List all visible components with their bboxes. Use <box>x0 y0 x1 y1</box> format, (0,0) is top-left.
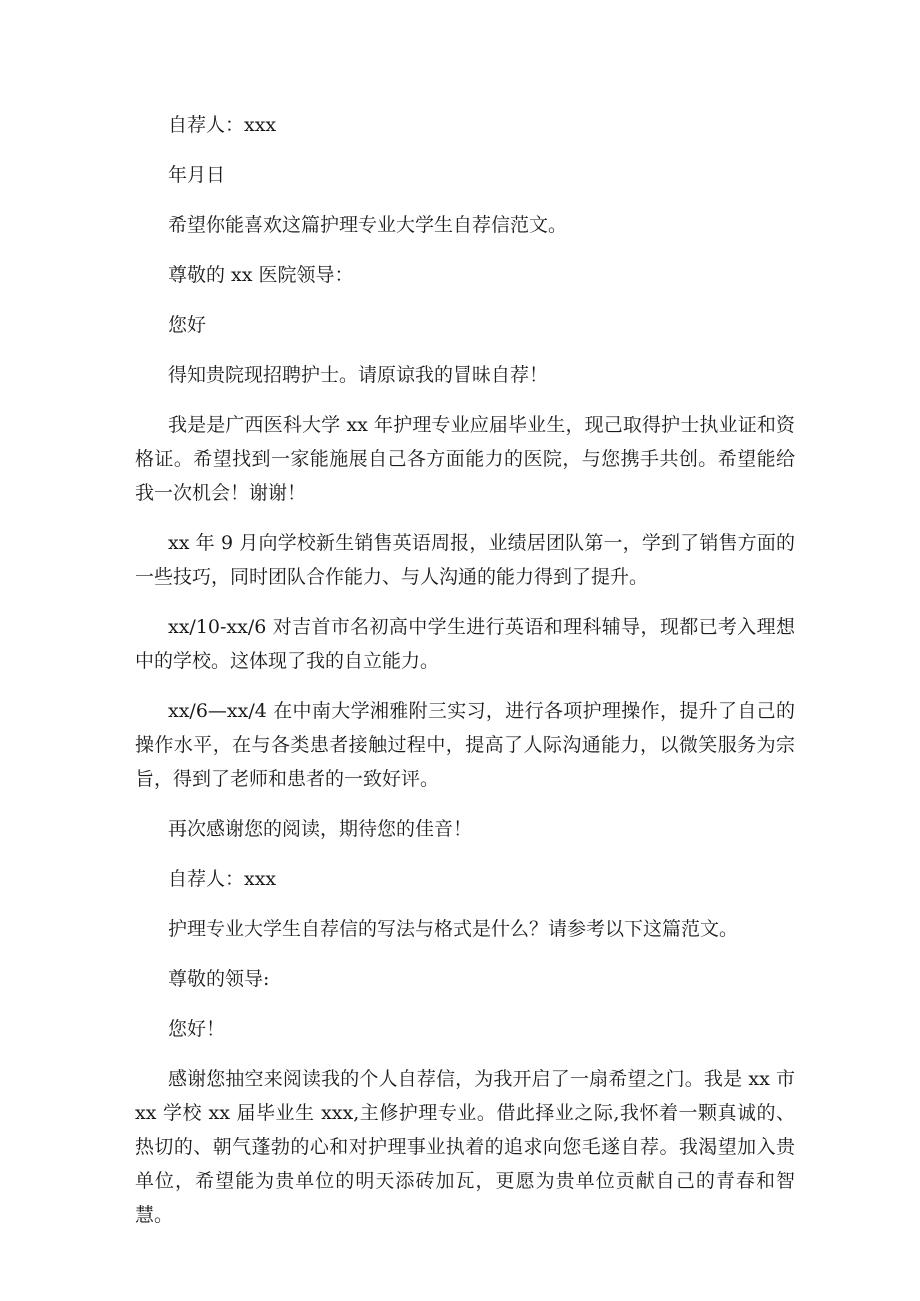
closing-paragraph: 再次感谢您的阅读，期待您的佳音！ <box>168 818 473 840</box>
section-intro: 护理专业大学生自荐信的写法与格式是什么？请参考以下这篇范文。 <box>168 918 739 940</box>
body-paragraph: 得知贵院现招聘护士。请原谅我的冒昧自荐！ <box>168 364 549 386</box>
body-paragraph: 感谢您抽空来阅读我的个人自荐信，为我开启了一扇希望之门。我是 xx 市 xx 学校 xx 届毕业生 xxx,主修护理专业。借此择业之际,我怀着一颗真诚的、热切的、朝气蓬勃的心和对护理事业执着的追求向您毛遂自荐。我渴望加入贵单位，希望能为贵单位的明天添砖加瓦，更愿为贵单位贡献自己的青春和智慧。 <box>135 1068 795 1226</box>
body-paragraph: xx/10-xx/6 对吉首市名初高中学生进行英语和理科辅导，现都已考入理想中的学校。这体现了我的自立能力。 <box>135 616 795 672</box>
signature-line: 自荐人：xxx <box>168 868 277 890</box>
signature-line: 自荐人：xxx <box>168 114 277 136</box>
greeting: 您好 <box>168 314 207 336</box>
body-paragraph: xx/6—xx/4 在中南大学湘雅附三实习，进行各项护理操作，提升了自己的操作水平，在与各类患者接触过程中，提高了人际沟通能力，以微笑服务为宗旨，得到了老师和患者的一致好评。 <box>135 700 795 790</box>
intro-paragraph: 希望你能喜欢这篇护理专业大学生自荐信范文。 <box>168 214 568 236</box>
body-paragraph: xx 年 9 月向学校新生销售英语周报，业绩居团队第一，学到了销售方面的一些技巧，同时团队合作能力、与人沟通的能力得到了提升。 <box>135 532 795 588</box>
greeting: 您好！ <box>168 1018 226 1040</box>
salutation: 尊敬的领导: <box>168 968 270 990</box>
document-body <box>135 108 795 1248</box>
salutation: 尊敬的 xx 医院领导： <box>168 264 354 286</box>
date-line: 年月日 <box>168 164 226 186</box>
body-paragraph: 我是是广西医科大学 xx 年护理专业应届毕业生，现己取得护士执业证和资格证。希望找到一家能施展自己各方面能力的医院，与您携手共创。希望能给我一次机会！谢谢！ <box>135 414 795 504</box>
